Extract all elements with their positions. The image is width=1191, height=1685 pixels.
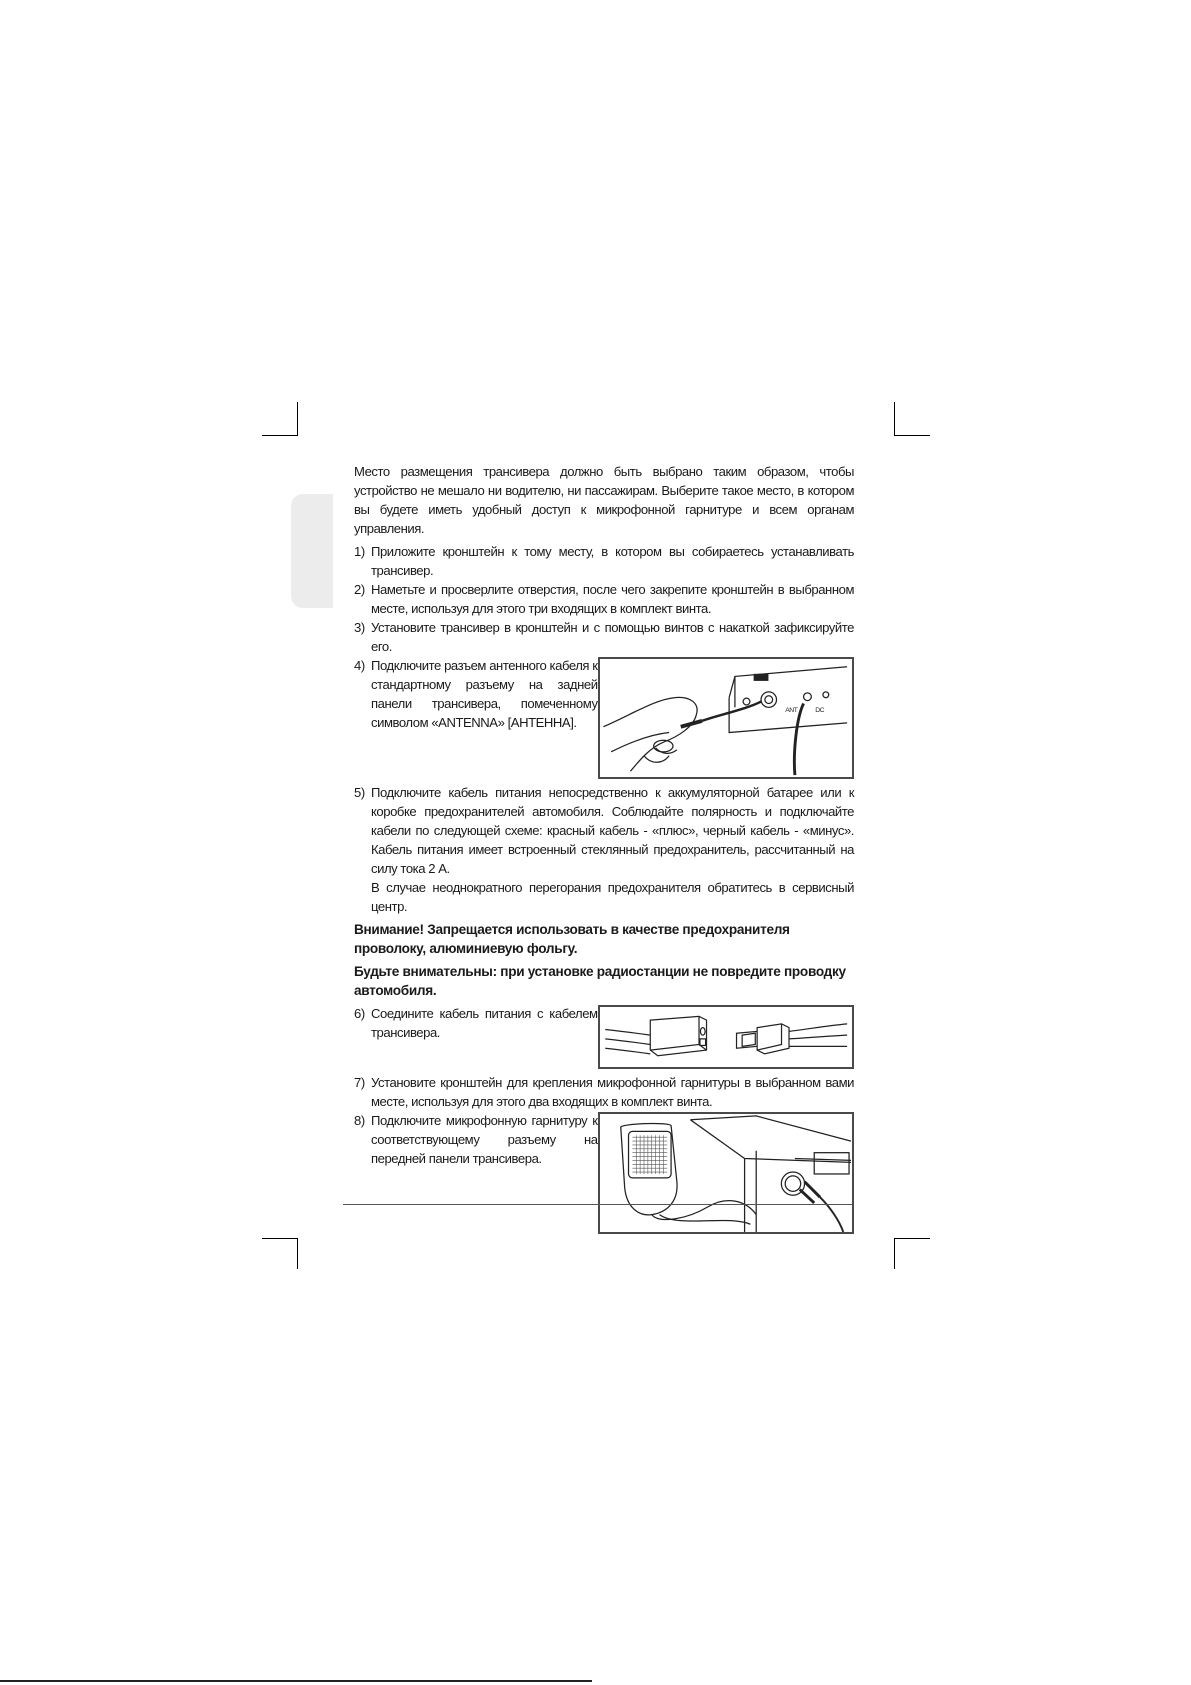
- step-text: Подключите кабель питания непосредственно к аккумуляторной батарее или к коробке предохранителей автомобиля. Соблюдайте полярность и подключайте кабели по следующей схеме: красный кабель - «плюс», черный кабель - «минус». Кабель питания имеет встроенный стеклянный предохранитель, рассчитанный на силу тока 2 А.: [371, 785, 854, 876]
- step-number: 1): [354, 544, 365, 559]
- step-8: [354, 1111, 598, 1168]
- step-text: Подключите разъем антенного кабеля к стандартному разъему на задней панели трансивера, помеченному символом «ANTENNA» [АНТЕННА].: [371, 658, 598, 730]
- step-6: [354, 1004, 598, 1042]
- step-text: Подключите микрофонную гарнитуру к соответствующему разъему на передней панели трансивера.: [371, 1113, 598, 1166]
- crop-mark: [894, 1238, 895, 1269]
- ant-label: ANT: [784, 707, 798, 715]
- crop-mark: [894, 1238, 930, 1239]
- footer-rule: [343, 1204, 852, 1205]
- crop-mark: [262, 435, 298, 436]
- step-text-continued: В случае неоднократного перегорания предохранителя обратитесь в сервисный центр.: [371, 880, 854, 914]
- warning-wiring: Будьте внимательны: при установке радиостанции не повредите проводку автомобиля.: [354, 964, 846, 998]
- step-4: [354, 656, 598, 732]
- step-text: Установите трансивер в кронштейн и с помощью винтов с накаткой зафиксируйте его.: [371, 620, 854, 654]
- step-7: [354, 1073, 854, 1111]
- step-text: Приложите кронштейн к тому месту, в котором вы собираетесь устанавливать трансивер.: [371, 544, 854, 578]
- step-number: 2): [354, 582, 365, 597]
- crop-mark: [297, 1238, 298, 1269]
- crop-mark: [297, 402, 298, 436]
- step-text: Соедините кабель питания с кабелем трансивера.: [371, 1006, 598, 1040]
- step-number: 6): [354, 1006, 365, 1021]
- step-number: 4): [354, 658, 365, 673]
- page-bottom-rule: [0, 1680, 592, 1682]
- step-5: [354, 783, 854, 916]
- step-text: Установите кронштейн для крепления микрофонной гарнитуры в выбранном вами месте, используя для этого два входящих в комплект винта.: [371, 1075, 854, 1109]
- antenna-connection-figure: [598, 657, 854, 779]
- power-connector-illustration: [600, 1007, 852, 1067]
- dc-label: DC: [814, 707, 824, 715]
- step-8-row: [354, 1111, 854, 1234]
- step-number: 7): [354, 1075, 365, 1090]
- intro-paragraph: Место размещения трансивера должно быть выбрано таким образом, чтобы устройство не мешало ни водителю, ни пассажирам. Выберите такое место, в котором вы будете иметь удобный доступ к микрофонной гарнитуре и всем органам управления.: [354, 464, 854, 536]
- crop-mark: [262, 1238, 298, 1239]
- step-number: 8): [354, 1113, 365, 1128]
- step-4-row: [354, 656, 854, 779]
- step-text: Наметьте и просверлите отверстия, после чего закрепите кронштейн в выбранном месте, используя для этого три входящих в комплект винта.: [371, 582, 854, 616]
- crop-mark: [894, 402, 895, 436]
- microphone-illustration: [600, 1114, 852, 1232]
- antenna-connection-illustration: [600, 659, 852, 777]
- step-number: 3): [354, 620, 365, 635]
- microphone-figure: [598, 1112, 854, 1234]
- step-3: [354, 618, 854, 656]
- warning-fuse: Внимание! Запрещается использовать в качестве предохранителя проволоку, алюминиевую фольгу.: [354, 922, 790, 956]
- power-connector-figure: [598, 1005, 854, 1069]
- page-content: [354, 462, 854, 1234]
- step-6-row: [354, 1004, 854, 1069]
- step-2: [354, 580, 854, 618]
- step-1: [354, 542, 854, 580]
- step-number: 5): [354, 785, 365, 800]
- section-tab: [291, 494, 333, 608]
- crop-mark: [894, 435, 930, 436]
